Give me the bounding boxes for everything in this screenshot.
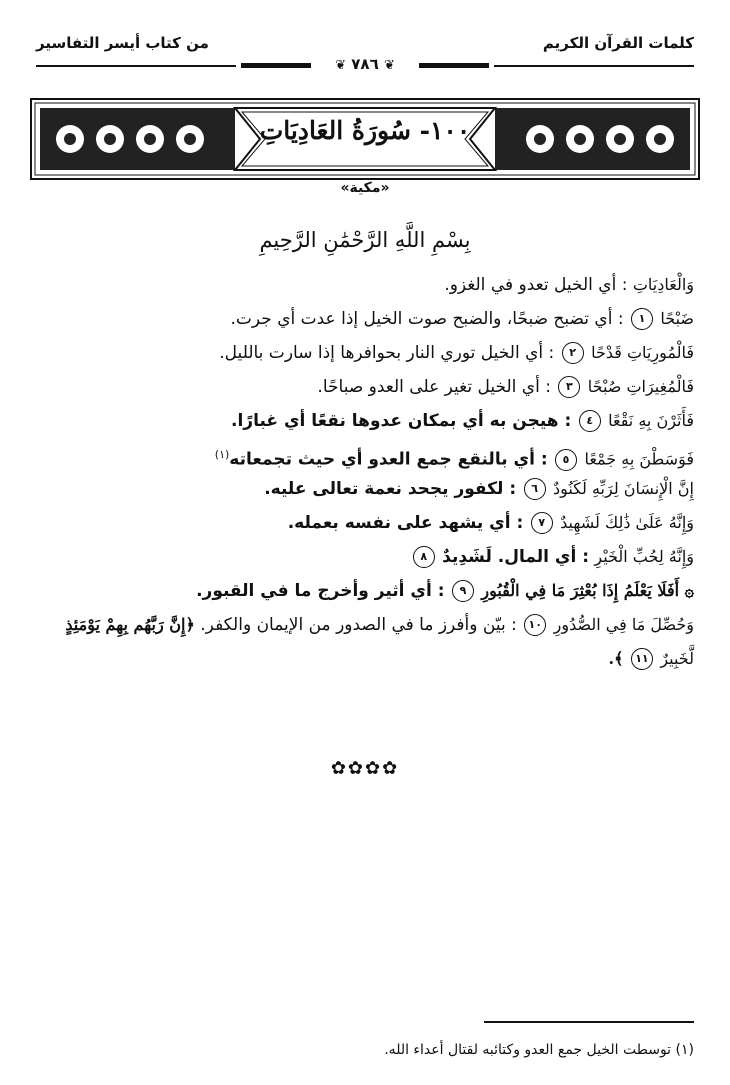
basmala: بِسْمِ اللَّهِ الرَّحْمَٰنِ الرَّحِيمِ [259,228,471,252]
verse-line-9: وَإِنَّهُ لِحُبِّ الْخَيْرِ : أي المال. لَشَدِيدٌ ٨ [34,542,694,576]
page-number: ❦ ٧٨٦ ❦ [331,55,399,73]
verse-number: ١ [631,308,653,330]
running-header [36,34,694,56]
verse-line-5: فَأَثَرْنَ بِهِ نَقْعًا ٤ : هيجن به أي بمكان عدوها نقعًا أي غبارًا. [231,411,694,431]
verse-list [34,270,694,678]
verse-number: ٦ [524,478,546,500]
verse-line-1: وَالْعَادِيَاتِ : أي الخيل تعدو في الغزو. [444,275,694,295]
verse-number: ٧ [531,512,553,534]
verse-number: ٨ [413,546,435,568]
verse-number: ٩ [452,580,474,602]
verse-line-11: وَحُصِّلَ مَا فِي الصُّدُورِ ١٠ : بيّن وأفرز ما في الصدور من الإيمان والكفر. ﴿إِنَّ رَبَّهُم بِهِمْ يَوْمَئِذٍ [65,615,694,635]
ornament-icon: ❦ [335,58,347,73]
footnote-rule [484,1021,694,1023]
verse-line-12: لَّخَبِيرٌ ١١ ﴾. [608,649,694,668]
verse-number: ٤ [579,410,601,432]
book-title: كلمات القرآن الكريم [542,34,694,52]
verse-line-4: فَالْمُغِيرَاتِ صُبْحًا ٣ : أي الخيل تغير على العدو صباحًا. [317,377,694,397]
footnote: (١) توسطت الخيل جمع العدو وكتائبه لقتال أعداء الله. [384,1042,694,1058]
surah-banner [30,98,700,180]
verse-line-3: فَالْمُورِيَاتِ قَدْحًا ٢ : أي الخيل توري النار بحوافرها إذا سارت بالليل. [219,343,694,363]
flower-separator-icon: ✿✿✿✿ [330,758,400,779]
header-rule [36,55,694,74]
verse-number: ٣ [558,376,580,398]
ornament-icon: ❦ [383,58,395,73]
verse-line-2: ضَبْحًا ١ : أي تضبح ضبحًا، والضبح صوت الخيل إذا عدت أي جرت. [230,309,694,329]
verse-number: ٥ [555,449,577,471]
verse-line-8: وَإِنَّهُ عَلَىٰ ذَٰلِكَ لَشَهِيدٌ ٧ : أي يشهد على نفسه بعمله. [287,513,694,533]
surah-type: «مكية» [340,180,390,196]
verse-number: ١١ [631,648,653,670]
verse-line-7: إِنَّ الْإِنسَانَ لِرَبِّهِ لَكَنُودٌ ٦ : لكفور يجحد نعمة تعالى عليه. [264,479,694,499]
verse-line-6: فَوَسَطْنَ بِهِ جَمْعًا ٥ : أي بالنقع جمع العدو أي حيث تجمعاته$^{(١)}$ [214,448,694,470]
verse-line-10: ۞ أَفَلَا يَعْلَمُ إِذَا بُعْثِرَ مَا فِي الْقُبُورِ ٩ : أي أثير وأخرج ما في القبور. [196,581,694,601]
verse-number: ٢ [562,342,584,364]
surah-title: ١٠٠- سُورَةُ العَادِيَاتِ [259,116,471,145]
verse-number: ١٠ [524,614,546,636]
source-title: من كتاب أيسر التفاسير [36,34,209,52]
footnote-marker: (١) [214,448,230,461]
